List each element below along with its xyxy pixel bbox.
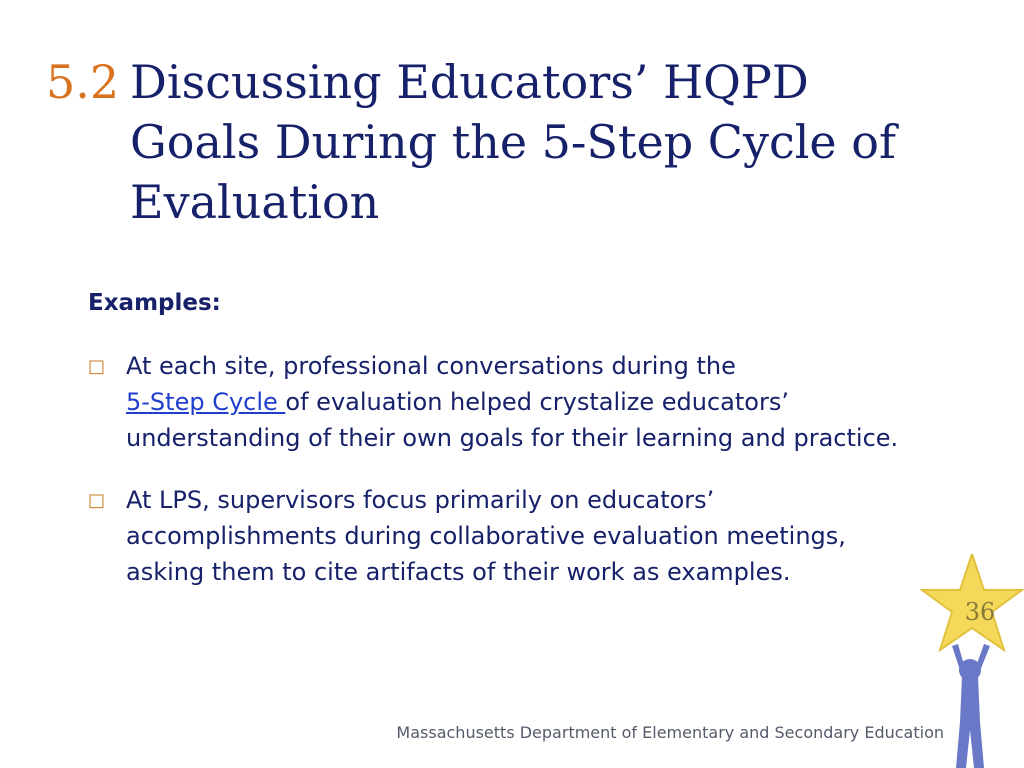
examples-label: Examples: bbox=[88, 290, 221, 316]
title-number: 5.2 bbox=[46, 55, 120, 109]
bullet-square-icon: □ bbox=[88, 356, 106, 377]
bullet-text: At LPS, supervisors focus primarily on educators’ accomplishments during collaborative evaluation meetings, asking them to cite artifacts of their work as examples. bbox=[126, 486, 846, 586]
bullet-text-after: of evaluation helped crystalize educators’ understanding of their own goals for their learning and practice. bbox=[126, 388, 899, 452]
page-number: 36 bbox=[964, 598, 996, 626]
list-item bbox=[88, 348, 928, 456]
bullet-text-before: At each site, professional conversations during the bbox=[126, 352, 736, 380]
five-step-cycle-link[interactable]: 5-Step Cycle bbox=[126, 388, 286, 416]
bullet-list bbox=[88, 348, 928, 616]
title-text: Discussing Educators’ HQPD Goals During the 5-Step Cycle of Evaluation bbox=[130, 55, 896, 229]
slide-title bbox=[46, 52, 946, 232]
footer-text: Massachusetts Department of Elementary and Secondary Education bbox=[396, 723, 944, 742]
bullet-square-icon: □ bbox=[88, 490, 106, 511]
bullet-text bbox=[126, 348, 926, 456]
list-item bbox=[88, 482, 928, 590]
